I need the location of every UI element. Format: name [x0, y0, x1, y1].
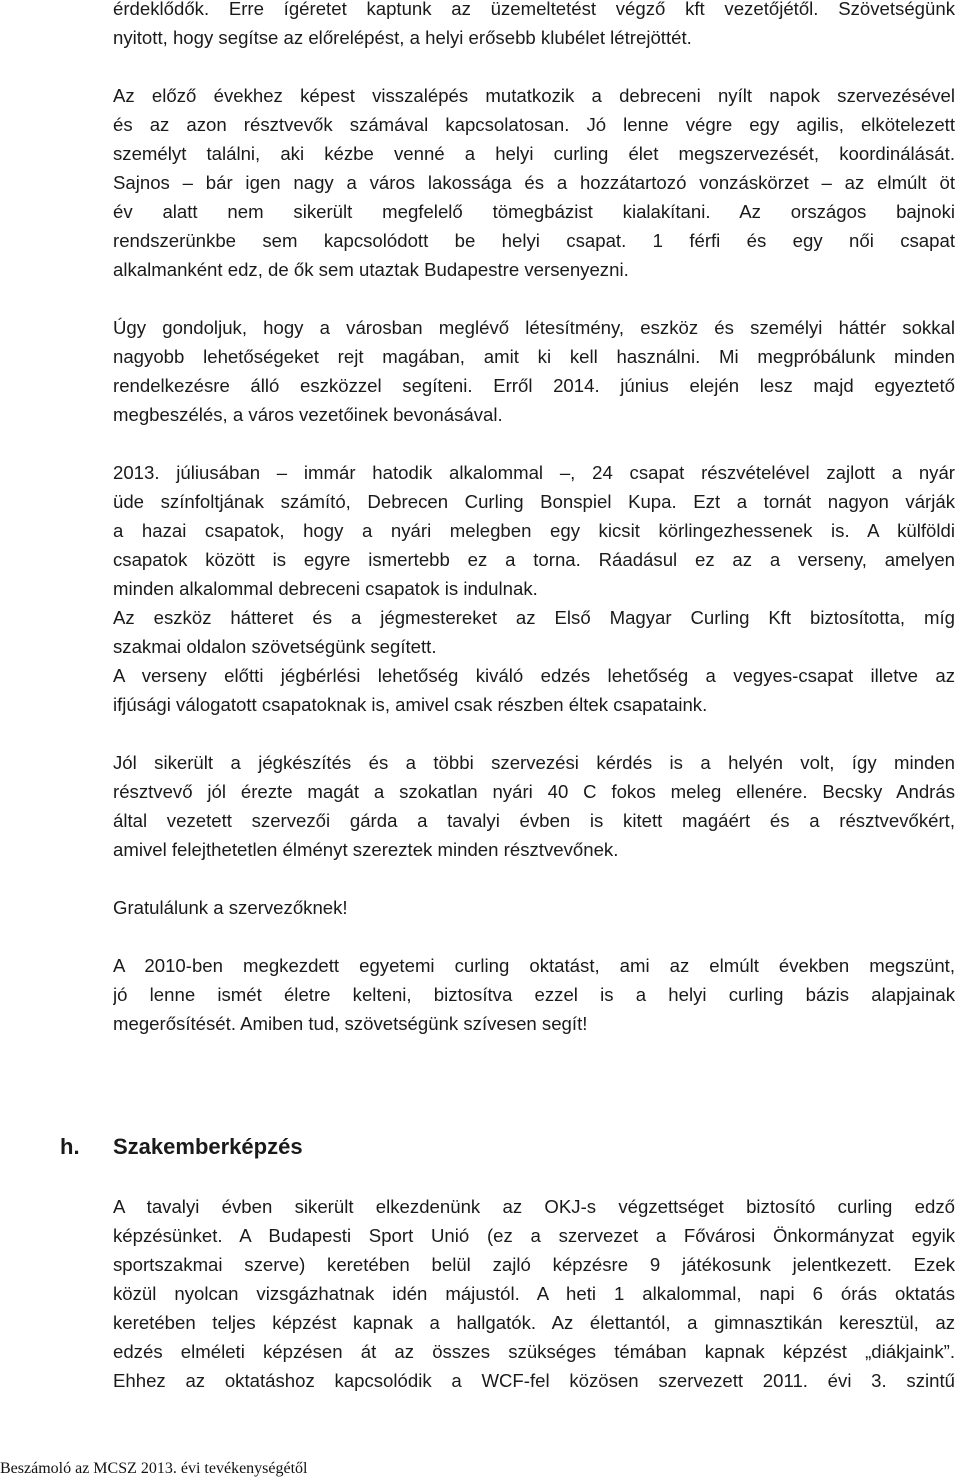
paragraph — [113, 951, 955, 1038]
body-text — [113, 0, 955, 1038]
text-line: Az eszköz hátteret és a jégmestereket az Első Magyar Curling Kft biztosította, míg — [113, 607, 955, 628]
text-line: megerősítését. Amiben tud, szövetségünk szívesen segít! — [113, 1013, 588, 1034]
text-line: rendelkezésre álló eszközzel segíteni. Erről 2014. június elején lesz majd egyeztető — [113, 375, 955, 396]
text-line: Gratulálunk a szervezőknek! — [113, 897, 348, 918]
text-line: sportszakmai szerve) keretében belül zajló képzésre 9 játékosunk jelentkezett. Ezek — [113, 1254, 955, 1275]
paragraph — [113, 661, 955, 719]
text-line: amivel felejthetetlen élményt szereztek minden résztvevőnek. — [113, 839, 619, 860]
text-line: rendszerünkbe sem kapcsolódott be helyi csapat. 1 férfi és egy női csapat — [113, 230, 955, 251]
text-line: A 2010-ben megkezdett egyetemi curling oktatást, ami az elmúlt években megszünt, — [113, 955, 955, 976]
text-line: nagyobb lehetőségeket rejt magában, amit ki kell használni. Mi megpróbálunk minden — [113, 346, 955, 367]
text-line: 2013. júliusában – immár hatodik alkalommal –, 24 csapat részvételével zajlott a nyár — [113, 462, 955, 483]
paragraph — [113, 0, 955, 52]
section-number: h. — [60, 1134, 80, 1159]
text-line: közül nyolcan vizsgázhatnak idén májustól. A heti 1 alkalommal, napi 6 órás oktatás — [113, 1283, 955, 1304]
text-line: Jól sikerült a jégkészítés és a többi szervezési kérdés is a helyén volt, így minden — [113, 752, 955, 773]
section-title: Szakemberképzés — [113, 1134, 303, 1159]
text-line: érdeklődők. Erre ígéretet kaptunk az üzemeltetést végző kft vezetőjétől. Szövetségünk — [113, 0, 955, 19]
paragraph — [113, 313, 955, 429]
paragraph — [113, 458, 955, 603]
section-heading — [60, 1132, 940, 1162]
text-line: és az azon résztvevők számával kapcsolatosan. Jó lenne végre egy agilis, elkötelezett — [113, 114, 955, 135]
text-line: év alatt nem sikerült megfelelő tömegbázist kialakítani. Az országos bajnoki — [113, 201, 955, 222]
text-line: Sajnos – bár igen nagy a város lakossága és a hozzátartozó vonzáskörzet – az elmúlt öt — [113, 172, 955, 193]
paragraph — [113, 603, 955, 661]
text-line: minden alkalommal debreceni csapatok is indulnak. — [113, 578, 538, 599]
section-body — [113, 1192, 955, 1395]
text-line: Ehhez az oktatáshoz kapcsolódik a WCF-fel közösen szervezett 2011. évi 3. szintű — [113, 1370, 955, 1391]
text-line: keretében teljes képzést kapnak a hallgatók. Az élettantól, a gimnasztikán keresztül, az — [113, 1312, 955, 1333]
text-line: A tavalyi évben sikerült elkezdenünk az OKJ-s végzettséget biztosító curling edző — [113, 1196, 955, 1217]
text-line: Az előző évekhez képest visszalépés mutatkozik a debreceni nyílt napok szervezésével — [113, 85, 955, 106]
text-line: által vezetett szervezői gárda a tavalyi évben is kitett magáért és a résztvevőkért, — [113, 810, 955, 831]
text-line: szakmai oldalon szövetségünk segített. — [113, 636, 437, 657]
text-line: ifjúsági válogatott csapatoknak is, amivel csak részben éltek csapataink. — [113, 694, 708, 715]
text-line: csapatok között is egyre ismertebb ez a torna. Ráadásul ez az a verseny, amelyen — [113, 549, 955, 570]
text-line: edzés elméleti képzésen át az összes szükséges témában kapnak képzést „diákjaink”. — [113, 1341, 955, 1362]
paragraph — [113, 81, 955, 284]
paragraph — [113, 748, 955, 864]
text-line: megbeszélés, a város vezetőinek bevonásával. — [113, 404, 503, 425]
text-line: Úgy gondoljuk, hogy a városban meglévő létesítmény, eszköz és személyi háttér sokkal — [113, 317, 955, 338]
text-line: jó lenne ismét életre kelteni, biztosítva ezzel is a helyi curling bázis alapjainak — [113, 984, 955, 1005]
text-line: A verseny előtti jégbérlési lehetőség kiváló edzés lehetőség a vegyes-csapat illetve az — [113, 665, 955, 686]
text-line: üde színfoltjának számító, Debrecen Curling Bonspiel Kupa. Ezt a tornát nagyon várják — [113, 491, 955, 512]
text-line: a hazai csapatok, hogy a nyári melegben egy kicsit körlingezhessenek is. A külföldi — [113, 520, 955, 541]
text-line: személyt találni, aki kézbe venné a helyi curling élet megszervezését, koordinálását. — [113, 143, 955, 164]
text-line: résztvevő jól érezte magát a szokatlan nyári 40 C fokos meleg ellenére. Becsky András — [113, 781, 955, 802]
text-line: alkalmanként edz, de ők sem utaztak Budapestre versenyezni. — [113, 259, 629, 280]
page-footer: Beszámoló az MCSZ 2013. évi tevékenységétől — [0, 1460, 308, 1477]
text-line: képzésünket. A Budapesti Sport Unió (ez a szervezet a Fővárosi Önkormányzat egyik — [113, 1225, 955, 1246]
text-line: nyitott, hogy segítse az előrelépést, a helyi erősebb klubélet létrejöttét. — [113, 27, 692, 48]
paragraph — [113, 1192, 955, 1395]
paragraph — [113, 893, 955, 922]
